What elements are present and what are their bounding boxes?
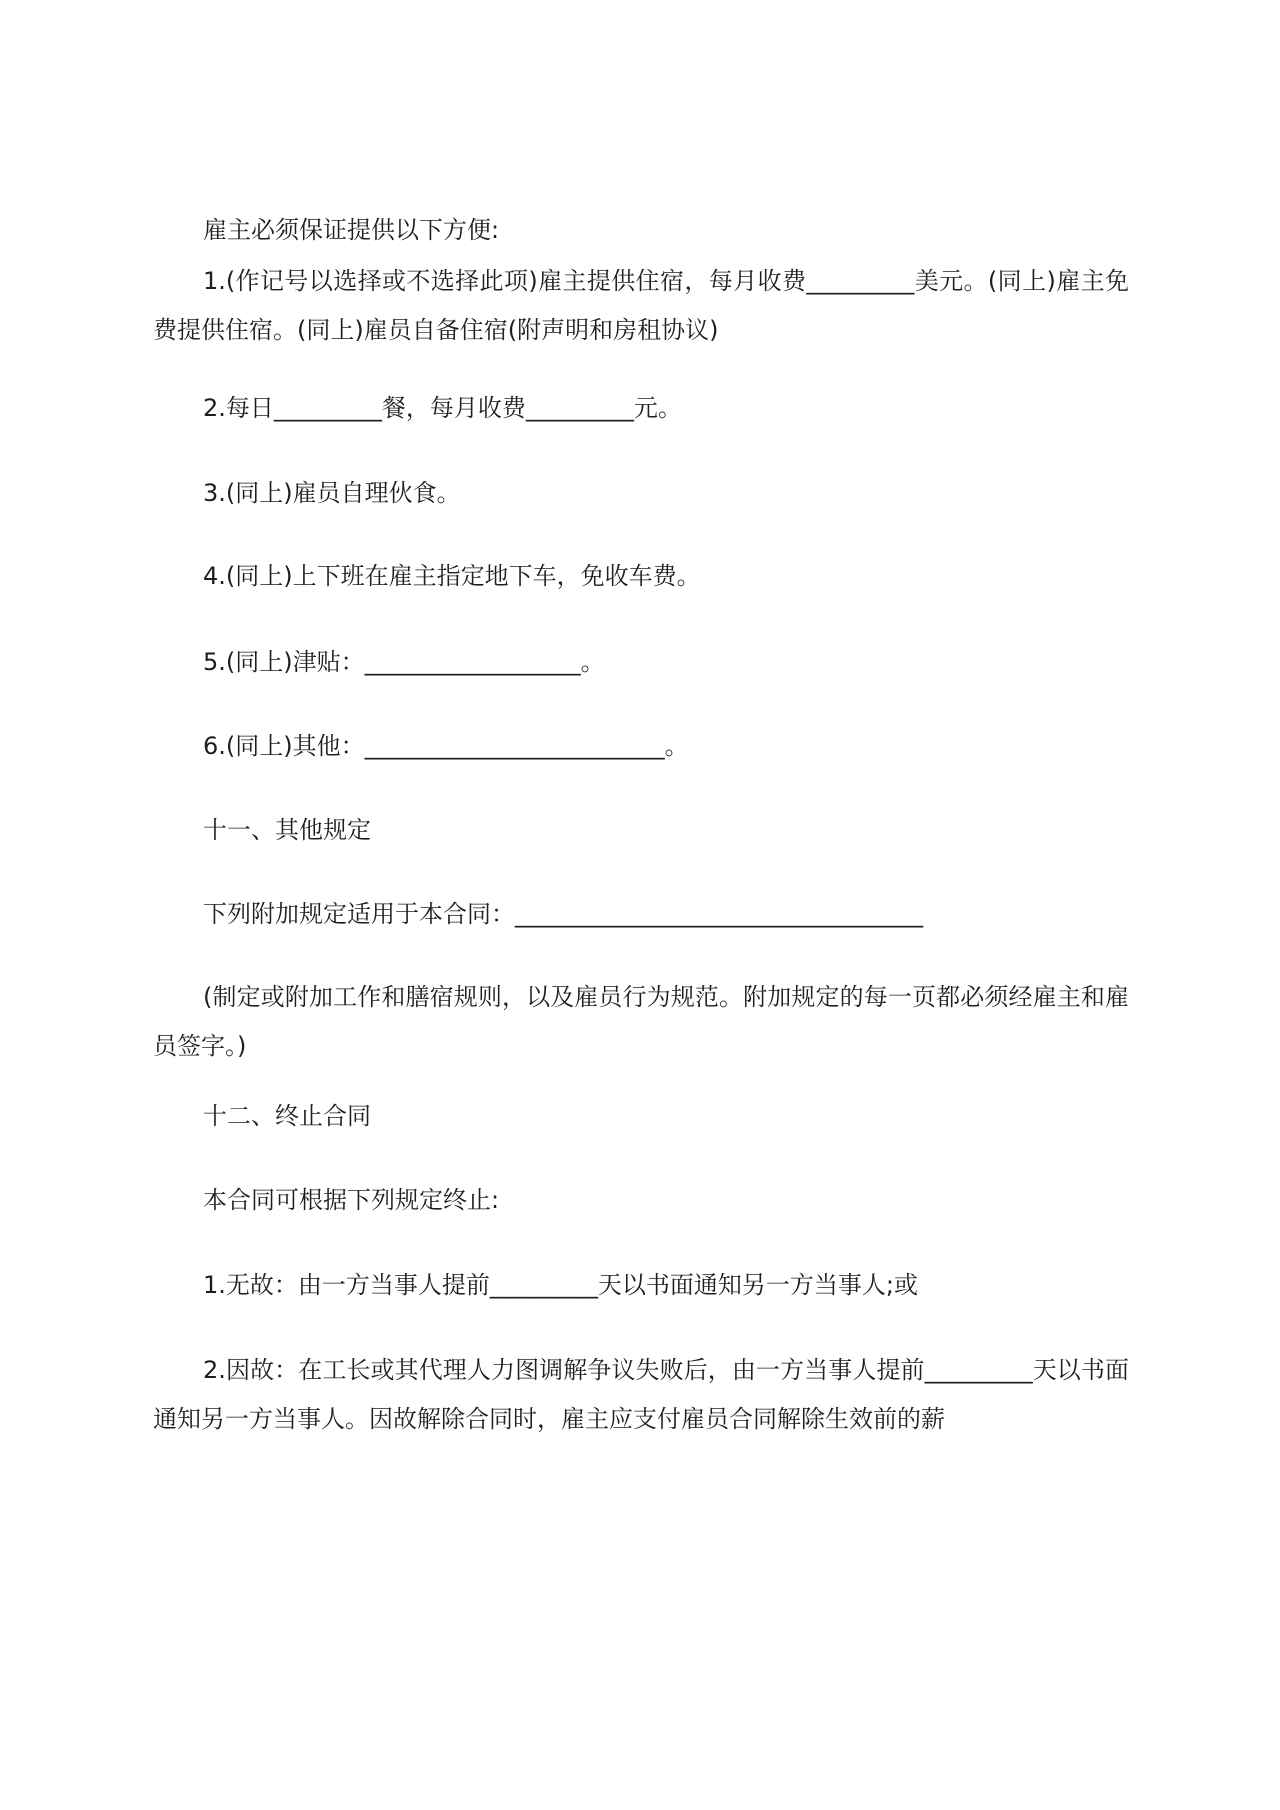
paragraph-item-4-transport: 4.(同上)上下班在雇主指定地下车，免收车费。 xyxy=(203,562,701,590)
paragraph-termination-intro: 本合同可根据下列规定终止: xyxy=(203,1186,500,1214)
paragraph-item-6-other: 6.(同上)其他：_________________________。 xyxy=(203,732,689,760)
paragraph-facilities-intro: 雇主必须保证提供以下方便: xyxy=(203,216,500,244)
paragraph-item-2-meals: 2.每日_________餐，每月收费_________元。 xyxy=(203,394,682,422)
paragraph-item-1-housing: 1.(作记号以选择或不选择此项)雇主提供住宿，每月收费_________美元。(同上)雇主免费提供住宿。(同上)雇员自备住宿(附声明和房租协议) xyxy=(153,267,1129,344)
paragraph-termination-item-2: 2.因故：在工长或其代理人力图调解争议失败后，由一方当事人提前_________天以书面通知另一方当事人。因故解除合同时，雇主应支付雇员合同解除生效前的薪 xyxy=(153,1356,1129,1433)
paragraph-item-3-self-catering: 3.(同上)雇员自理伙食。 xyxy=(203,479,461,507)
paragraph-additional-provisions: 下列附加规定适用于本合同：__________________________________ xyxy=(203,900,923,928)
section-heading-other-provisions: 十一、其他规定 xyxy=(203,816,371,844)
paragraph-termination-item-1: 1.无故：由一方当事人提前_________天以书面通知另一方当事人;或 xyxy=(203,1271,918,1299)
section-heading-termination: 十二、终止合同 xyxy=(203,1102,371,1130)
paragraph-provisions-note: (制定或附加工作和膳宿规则，以及雇员行为规范。附加规定的每一页都必须经雇主和雇员签字。) xyxy=(153,983,1129,1060)
paragraph-item-5-allowance: 5.(同上)津贴：__________________。 xyxy=(203,648,605,676)
